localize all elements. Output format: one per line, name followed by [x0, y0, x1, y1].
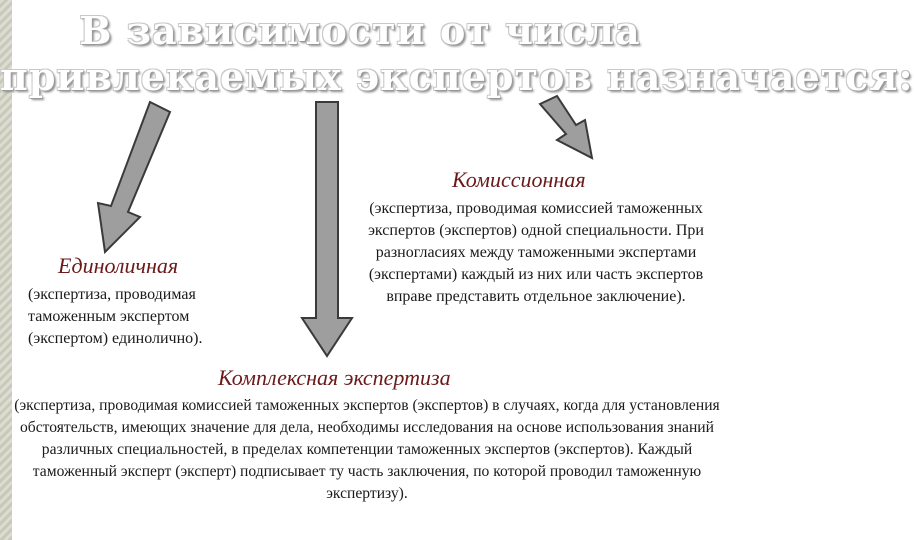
title-line-1: В зависимости от числа	[79, 8, 641, 53]
sole-heading: Единоличная	[58, 253, 179, 278]
commission-heading: Комиссионная	[452, 167, 586, 192]
arrow-down-icon	[302, 102, 352, 356]
title-line-2: привлекаемых экспертов назначается:	[0, 54, 914, 99]
complex-text: (экспертиза, проводимая комиссией таможенных экспертов (экспертов) в случаях, когда для установления обстоятельств, имеющих значение для дела, необходимы исследования на основе использования знаний различных специальностей, в пределах компетенции таможенных экспертов (экспертов). Каждый таможенный эксперт (эксперт) подписывает ту часть заключения, по которой проводил таможенную экспертизу).	[14, 397, 720, 502]
arrow-down-right-icon	[540, 96, 592, 158]
complex-heading: Комплексная экспертиза	[218, 365, 451, 390]
sole-text: (экспертиза, проводимая таможенным экспертом (экспертом) единолично).	[28, 286, 203, 347]
commission-text: (экспертиза, проводимая комиссией таможенных экспертов (экспертов) одной специальности. При разногласиях между таможенными экспертами (экспертами) каждый из них или часть экспертов вправе представить отдельное заключение).	[368, 200, 704, 305]
arrow-down-left-icon	[98, 102, 170, 252]
